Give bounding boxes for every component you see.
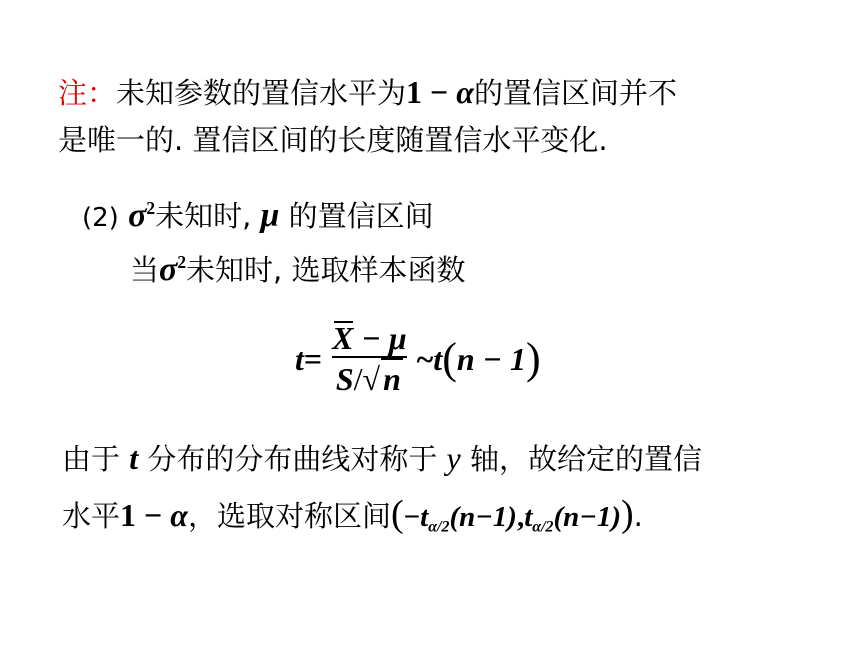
para-b2: ，选取对称区间 [187, 499, 391, 533]
section-mu: μ [260, 197, 280, 234]
section-number: (2) [82, 203, 119, 233]
formula-s: S [335, 361, 354, 397]
interval-t1: t [420, 501, 429, 533]
para-y: y [446, 440, 461, 476]
interval-sub2: α/2 [532, 518, 554, 536]
formula-root: √ [362, 361, 381, 397]
section-sigma: σ [128, 197, 147, 234]
interval-left-paren: ( [390, 493, 404, 535]
formula-right-paren: ) [526, 334, 541, 383]
when-sigma: σ [159, 251, 178, 288]
formula-t: t [295, 340, 304, 377]
interval-arg1: (n−1) [449, 501, 517, 533]
formula-tilde: ~ [416, 340, 434, 377]
t-statistic-formula [295, 318, 541, 400]
interval-comma: , [516, 501, 525, 533]
formula-numerator [328, 320, 411, 356]
note-line-1 [58, 72, 677, 113]
paragraph-line-2 [62, 494, 643, 537]
note-confidence-alpha: α [456, 74, 474, 110]
section-title-end: 的置信区间 [288, 199, 434, 233]
interval-t2: t [524, 501, 533, 533]
note-label: 注： [58, 76, 117, 110]
when-square: 2 [177, 251, 187, 272]
when-prefix: 当 [130, 253, 160, 287]
note-confidence-minus: − [422, 74, 457, 110]
paragraph-line-1 [62, 438, 702, 479]
section-title-rest: 未知时, [155, 199, 252, 233]
formula-xbar: X [332, 320, 354, 356]
note-confidence-one: 1 [406, 74, 423, 110]
para-a3: 轴，故给定的置信 [460, 442, 702, 476]
formula-denominator [332, 356, 407, 398]
note-text-2: 的置信区间并不 [473, 76, 677, 110]
formula-left-paren: ( [442, 334, 457, 383]
formula-fraction [328, 320, 411, 398]
section-square: 2 [146, 197, 156, 218]
interval-period: . [633, 499, 643, 533]
interval-sub1: α/2 [428, 518, 450, 536]
note-line-2: 是唯一的. 置信区间的长度随置信水平变化. [58, 123, 608, 157]
when-rest: 未知时, 选取样本函数 [186, 253, 466, 287]
para-b1: 水平 [62, 499, 121, 533]
para-minus: − [136, 497, 171, 533]
formula-n: n [381, 358, 403, 398]
para-one: 1 [120, 497, 137, 533]
para-a2: 分布的分布曲线对称于 [138, 442, 447, 476]
formula-t-dist: t [433, 340, 443, 377]
formula-slash: / [353, 361, 363, 397]
note-text-1: 未知参数的置信水平为 [116, 76, 407, 110]
formula-minus-mu: − μ [353, 320, 407, 356]
section-heading [82, 196, 434, 238]
interval-right-paren: ) [621, 493, 634, 535]
formula-degrees: n − 1 [456, 340, 527, 377]
formula-equals: = [303, 340, 323, 377]
when-line [130, 250, 465, 290]
para-a1: 由于 [62, 442, 130, 476]
interval-minus: − [403, 501, 421, 533]
para-t: t [129, 440, 139, 476]
para-alpha: α [170, 497, 188, 533]
interval-arg2: (n−1) [553, 501, 621, 533]
